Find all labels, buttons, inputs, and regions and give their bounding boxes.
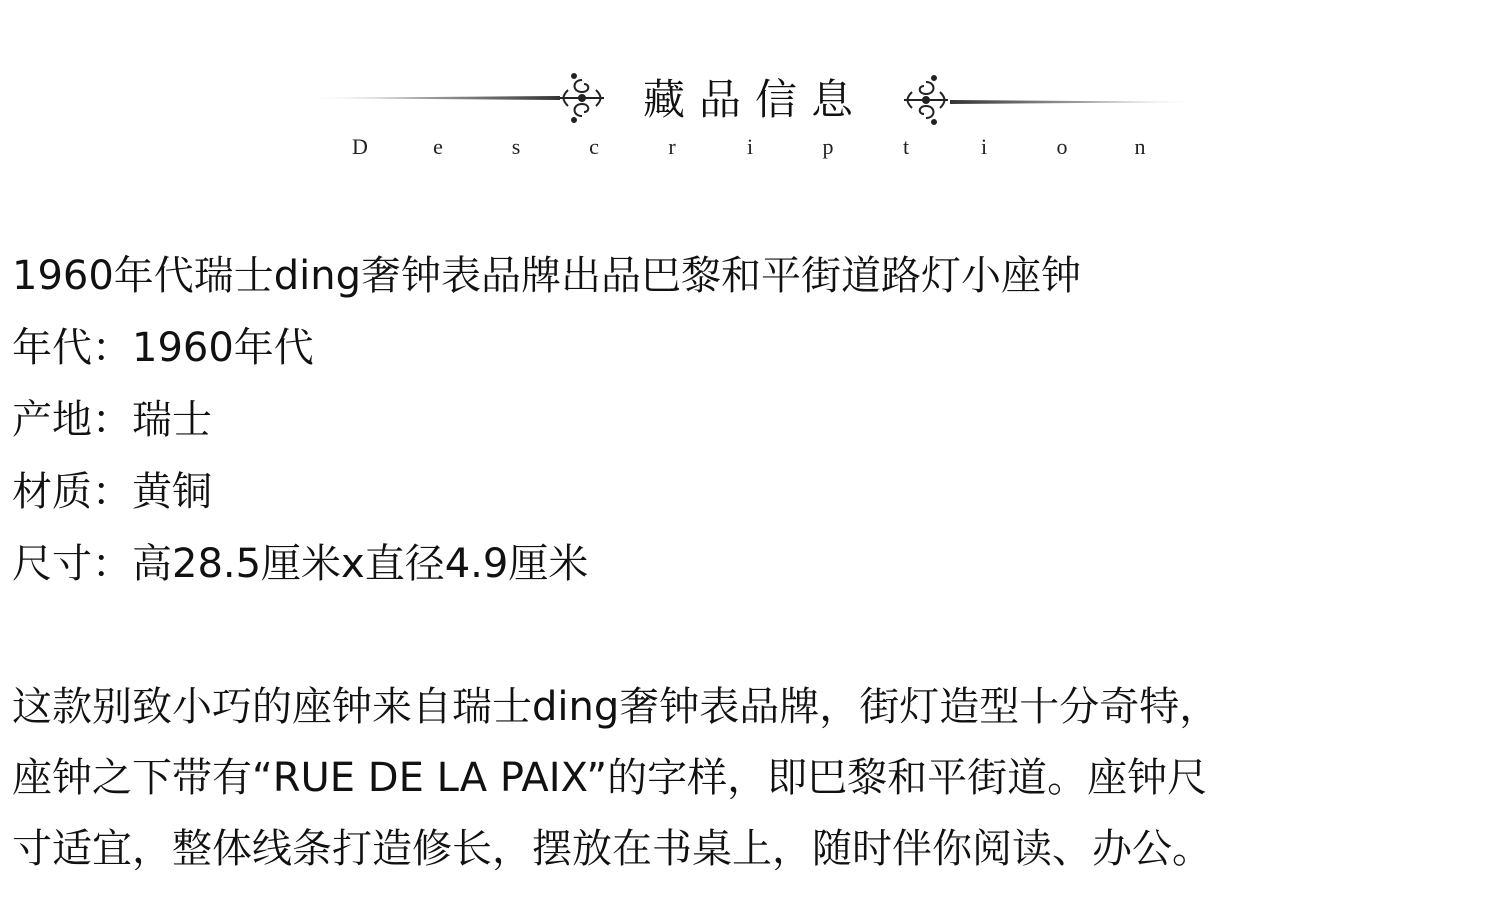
left-flourish-icon	[560, 74, 604, 122]
field-value: 高28.5厘米x直径4.9厘米	[132, 541, 589, 587]
subtitle-letter: D	[352, 134, 368, 159]
subtitle-letter: i	[980, 134, 988, 159]
description-line: 座钟之下带有“RUE DE LA PAIX”的字样，即巴黎和平街道。座钟尺	[12, 755, 1208, 801]
description-line: 这款别致小巧的座钟来自瑞士ding奢钟表品牌，街灯造型十分奇特，	[12, 684, 1220, 730]
collection-info	[12, 240, 1492, 600]
item-title: 1960年代瑞士ding奢钟表品牌出品巴黎和平街道路灯小座钟	[12, 253, 1082, 299]
field-label: 年代：	[12, 325, 132, 371]
subtitle-letter: i	[746, 134, 754, 159]
field-origin	[12, 384, 1492, 456]
subtitle-letter: c	[589, 134, 599, 159]
description-paragraph	[12, 672, 1492, 885]
left-divider-line	[305, 96, 560, 100]
description-line: 寸适宜，整体线条打造修长，摆放在书桌上，随时伴你阅读、办公。	[12, 826, 1212, 872]
subtitle-letter: o	[1056, 134, 1068, 159]
field-size	[12, 528, 1492, 600]
section-subtitle	[350, 134, 1150, 160]
subtitle-letter: t	[902, 134, 910, 159]
field-value: 1960年代	[132, 325, 314, 371]
subtitle-letter: s	[511, 134, 521, 159]
subtitle-letter: r	[668, 134, 676, 159]
field-material	[12, 456, 1492, 528]
subtitle-letter: n	[1134, 134, 1146, 159]
section-header	[0, 0, 1500, 190]
field-value: 黄铜	[132, 469, 212, 515]
field-value: 瑞士	[132, 397, 212, 443]
subtitle-letter: p	[822, 134, 834, 159]
right-flourish-icon	[904, 76, 948, 124]
field-era	[12, 312, 1492, 384]
subtitle-letter: e	[433, 134, 443, 159]
field-label: 材质：	[12, 469, 132, 515]
field-label: 产地：	[12, 397, 132, 443]
right-divider-line	[950, 100, 1200, 104]
field-label: 尺寸：	[12, 541, 132, 587]
section-title: 藏品信息	[642, 75, 867, 124]
